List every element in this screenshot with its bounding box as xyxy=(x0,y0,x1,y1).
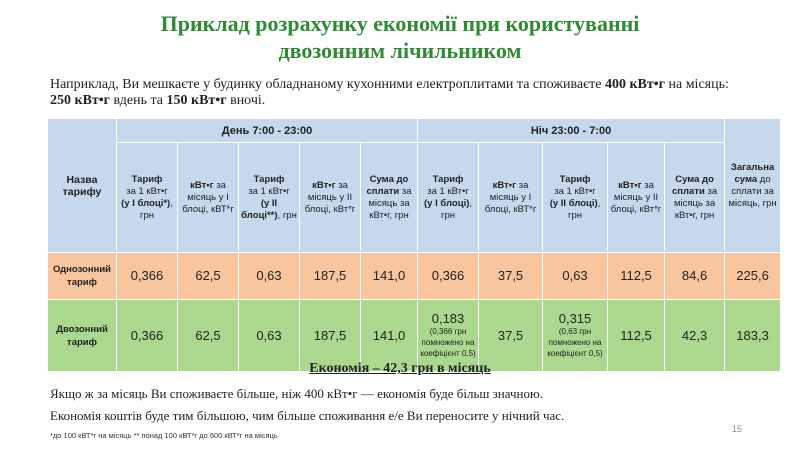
tariff-comparison-table xyxy=(47,118,781,372)
table-cell: 187,5 xyxy=(300,253,361,300)
economy-summary: Економія – 42,3 грн в місяць xyxy=(309,361,491,376)
table-cell: 112,5 xyxy=(608,253,665,300)
intro-day-kwh: 250 кВт•г xyxy=(50,93,111,108)
paragraph-more-consumption: Якщо ж за місяць Ви споживаєте більше, ніж 400 кВт•г — економія буде більш значною. xyxy=(50,386,543,401)
day-tariff-block1-header: Тариф за 1 кВт•г (у І блоці*), грн xyxy=(117,143,178,253)
paragraph-night-usage: Економія коштів буде тим більшою, чим більше споживання е/е Ви переносите у нічний час. xyxy=(50,408,565,423)
night-tariff-block2-header: Тариф за 1 кВт•г (у ІІ блоці), грн xyxy=(543,143,608,253)
table-cell: 0,63 xyxy=(239,300,300,372)
table-cell: 0,63 xyxy=(543,253,608,300)
day-period-header: День 7:00 - 23:00 xyxy=(117,119,418,143)
table-cell: 37,5 xyxy=(479,253,543,300)
table-cell: 141,0 xyxy=(361,253,418,300)
night-kwh-block2-header: кВт•г за місяць у ІІ блоці, кВт*г xyxy=(608,143,665,253)
row-name-single-zone: Однозонний тариф xyxy=(48,253,117,300)
intro-text xyxy=(50,77,750,109)
page-number: 15 xyxy=(732,424,743,434)
slide-title-line-2: двозонним лічильником xyxy=(278,38,522,63)
intro-part-2: на місяць: xyxy=(664,77,729,92)
table-cell-total: 183,3 xyxy=(725,300,781,372)
intro-part-1: Наприклад, Ви мешкаєте у будинку обладнаному кухонними електроплитами та споживаєте xyxy=(50,77,605,92)
table-cell-total: 225,6 xyxy=(725,253,781,300)
table-header-row-groups xyxy=(48,119,781,143)
table-cell: 0,63 xyxy=(239,253,300,300)
intro-night-kwh: 150 кВт•г xyxy=(166,93,227,108)
intro-part-4: вночі. xyxy=(226,93,266,108)
coefficient-note: (0,63 грн помножено на коефіцієнт 0,5) xyxy=(547,326,603,358)
footnote: *до 100 кВТ*г на місяць ** понад 100 кВТ*г до 600 кВТ*г на місяць xyxy=(50,431,278,440)
day-tariff-block2-header: Тариф за 1 кВт•г (у ІІ блоці**), грн xyxy=(239,143,300,253)
table-cell: 0,366 xyxy=(117,300,178,372)
intro-part-3: вдень та xyxy=(110,93,167,108)
table-cell: 0,366 xyxy=(117,253,178,300)
table-cell: 37,5 xyxy=(479,300,543,372)
total-sum-header: Загальна сума до сплати за місяць, грн xyxy=(725,119,781,253)
slide-title-line-1: Приклад розрахунку економії при користуванні xyxy=(160,11,640,36)
table-cell: 42,3 xyxy=(665,300,725,372)
coefficient-note: (0,366 грн помножено на коефіцієнт 0,5) xyxy=(420,326,476,358)
table-cell: 62,5 xyxy=(178,300,239,372)
table-cell-with-note: 0,315 (0,63 грн помножено на коефіцієнт 0,5) xyxy=(543,300,608,372)
row-name-two-zone: Двозонний тариф xyxy=(48,300,117,372)
night-sum-header: Сума до сплати за місяць за кВт•г, грн xyxy=(665,143,725,253)
tariff-name-header: Назва тарифу xyxy=(48,119,117,253)
table-cell: 141,0 xyxy=(361,300,418,372)
intro-total-kwh: 400 кВт•г xyxy=(604,77,665,92)
night-kwh-block1-header: кВт•г за місяць у І блоці, кВТ*г xyxy=(479,143,543,253)
table-cell: 187,5 xyxy=(300,300,361,372)
day-kwh-block1-header: кВт•г за місяць у І блоці, кВТ*г xyxy=(178,143,239,253)
table-cell: 62,5 xyxy=(178,253,239,300)
table-cell: 112,5 xyxy=(608,300,665,372)
night-period-header: Ніч 23:00 - 7:00 xyxy=(418,119,725,143)
table-cell-with-note: 0,183 (0,366 грн помножено на коефіцієнт 0,5) xyxy=(418,300,479,372)
day-sum-header: Сума до сплати за місяць за кВт•г, грн xyxy=(361,143,418,253)
table-cell: 84,6 xyxy=(665,253,725,300)
slide-title xyxy=(0,10,800,64)
table-header-row-columns xyxy=(48,143,781,253)
table-cell: 0,366 xyxy=(418,253,479,300)
day-kwh-block2-header: кВт•г за місяць у ІІ блоці, кВт*г xyxy=(300,143,361,253)
night-tariff-block1-header: Тариф за 1 кВт•г (у І блоці), грн xyxy=(418,143,479,253)
table-row-single-zone xyxy=(48,253,781,300)
